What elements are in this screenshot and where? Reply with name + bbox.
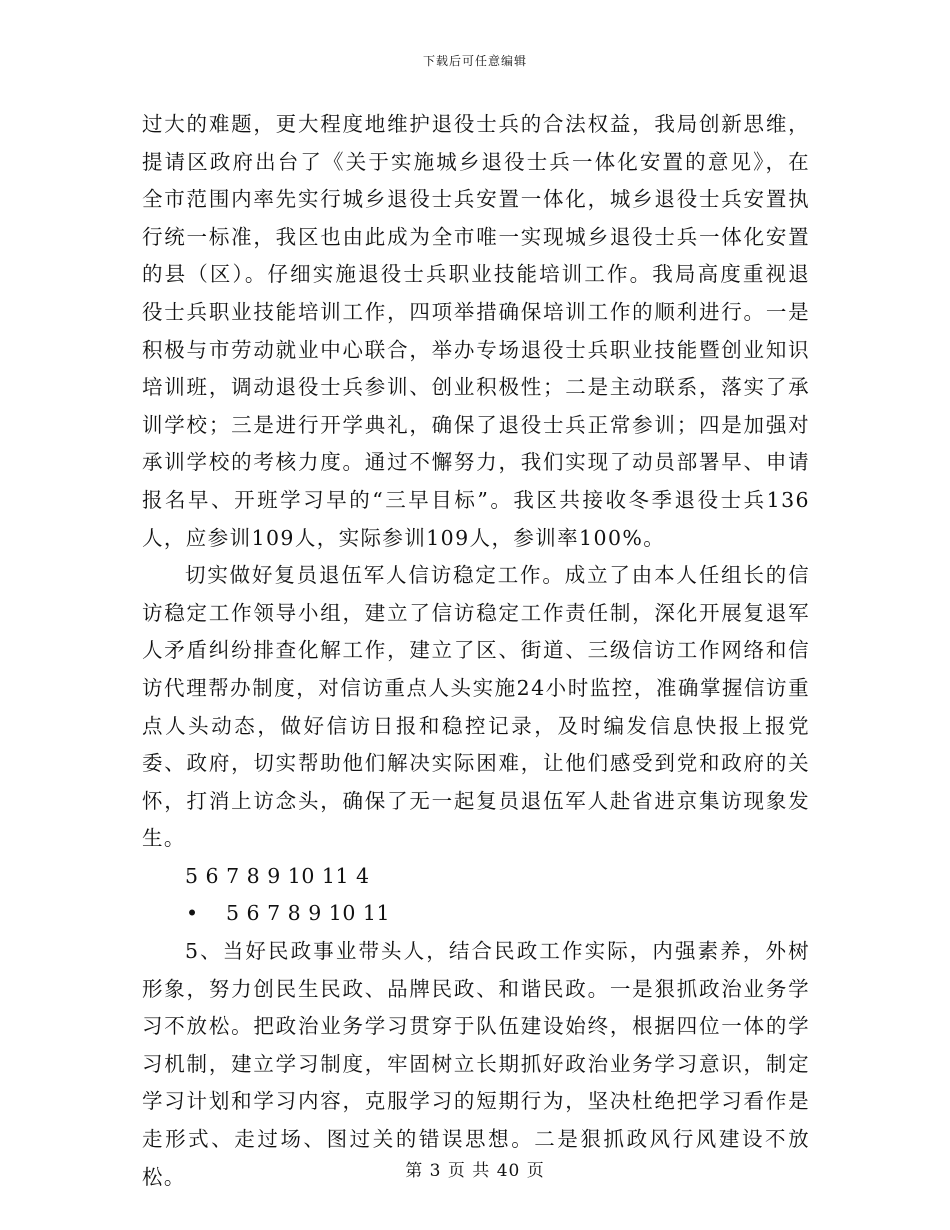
page-header: 下载后可任意编辑 xyxy=(422,54,527,68)
document-body xyxy=(142,106,810,1196)
paragraph-veteran-placement: 过大的难题，更大程度地维护退役士兵的合法权益，我局创新思维，提请区政府出台了《关于实施城乡退役士兵一体化安置的意见》，在全市范围内率先实行城乡退役士兵安置一体化，城乡退役士兵安置执行统一标准，我区也由此成为全市唯一实现城乡退役士兵一体化安置的县（区）。仔细实施退役士兵职业技能培训工作。我局高度重视退役士兵职业技能培训工作，四项举措确保培训工作的顺利进行。一是积极与市劳动就业中心联合，举办专场退役士兵职业技能暨创业知识培训班，调动退役士兵参训、创业积极性；二是主动联系，落实了承训学校；三是进行开学典礼，确保了退役士兵正常参训；四是加强对承训学校的考核力度。通过不懈努力，我们实现了动员部署早、申请报名早、开班学习早的“三早目标”。我区共接收冬季退役士兵136人，应参训109人，实际参训109人，参训率100%。 xyxy=(142,112,810,550)
bullet-icon: • xyxy=(186,901,199,926)
paragraph-petition-stability: 切实做好复员退伍军人信访稳定工作。成立了由本人任组长的信访稳定工作领导小组，建立了信访稳定工作责任制，深化开展复退军人矛盾纠纷排查化解工作，建立了区、街道、三级信访工作网络和信访代理帮办制度，对信访重点人头实施24小时监控，准确掌握信访重点人头动态，做好信访日报和稳控记录，及时编发信息快报上报党委、政府，切实帮助他们解决实际困难，让他们感受到党和政府的关怀，打消上访念头，确保了无一起复员退伍军人赴省进京集访现象发生。 xyxy=(142,563,810,851)
bullet-number-text: 5 6 7 8 9 10 11 xyxy=(226,901,390,926)
paragraph-civil-affairs-leader: 5、当好民政事业带头人，结合民政工作实际，内强素养，外树形象，努力创民生民政、品牌民政、和谐民政。一是狠抓政治业务学习不放松。把政治业务学习贯穿于队伍建设始终，根据四位一体的学习机制，建立学习制度，牢固树立长期抓好政治业务学习意识，制定学习计划和学习内容，克服学习的短期行为，坚决杜绝把学习看作是走形式、走过场、图过关的错误思想。二是狠抓政风行风建设不放松。 xyxy=(142,939,810,1189)
page-number-sequence: 5 6 7 8 9 10 11 4 xyxy=(185,863,370,888)
bulleted-number-sequence xyxy=(142,895,810,933)
page-footer: 第 3 页 共 40 页 xyxy=(405,1161,545,1181)
